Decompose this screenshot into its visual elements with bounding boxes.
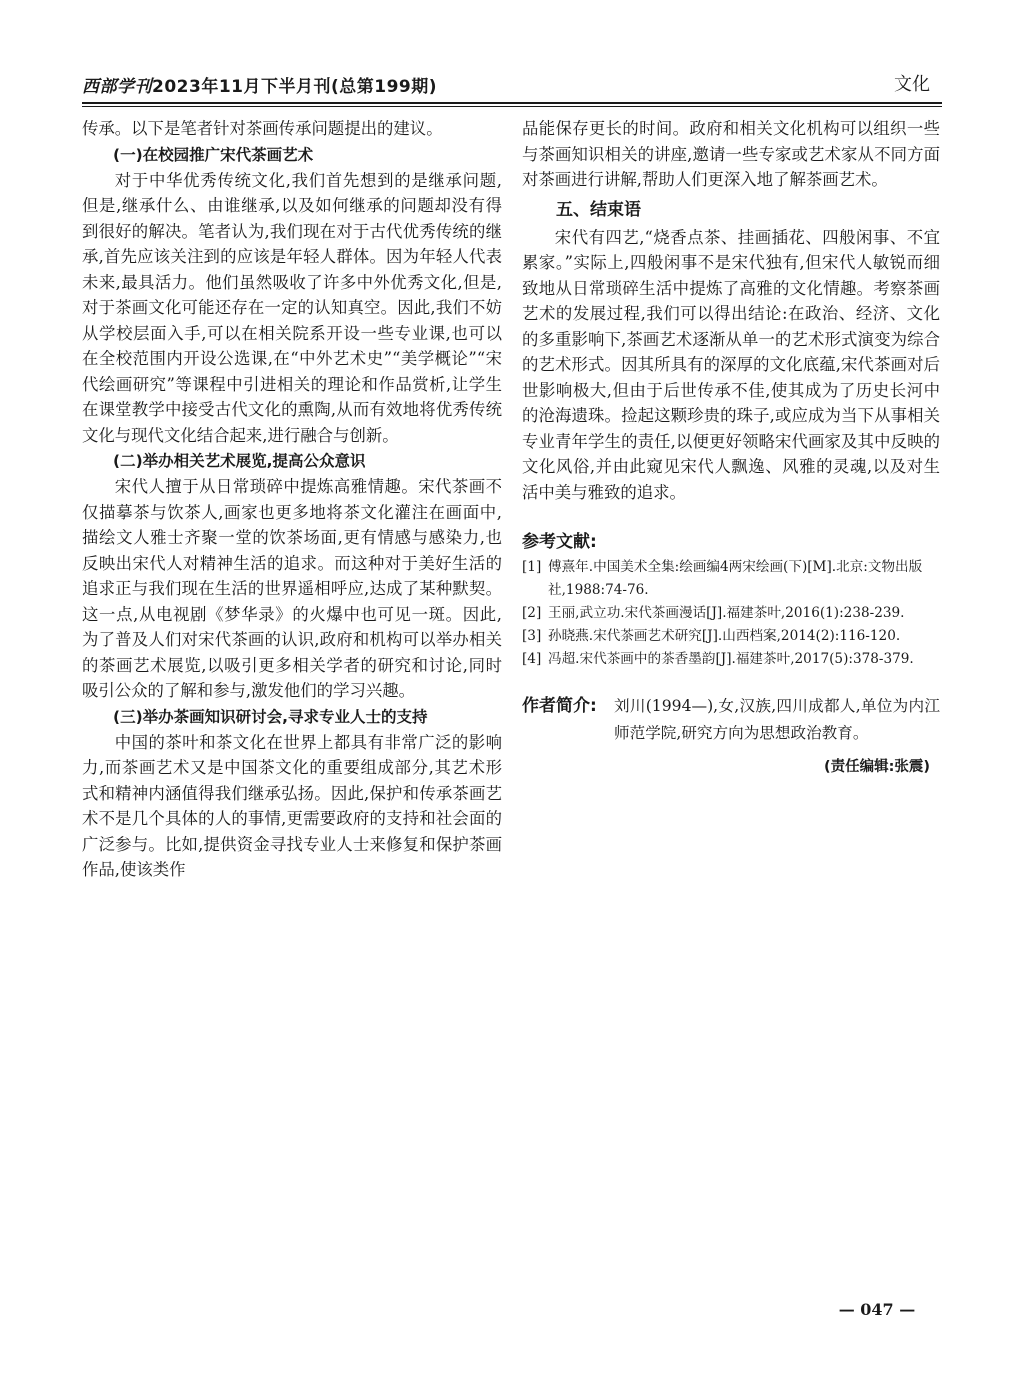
author-label: 作者简介: (522, 696, 597, 716)
author-bio (522, 693, 940, 747)
reference-text: 孙晓燕.宋代茶画艺术研究[J].山西档案,2014(2):116-120. (548, 628, 901, 644)
reference-number: [4] (522, 651, 542, 667)
left-column (82, 116, 502, 883)
paragraph-conclusion: 宋代有四艺,“烧香点茶、挂画插花、四般闲事、不宜累家。”实际上,四般闲事不是宋代独有,但宋代人敏锐而细致地从日常琐碎生活中提炼了高雅的文化情趣。考察茶画艺术的发展过程,我们可以得出结论:在政治、经济、文化的多重影响下,茶画艺术逐渐从单一的艺术形式演变为综合的艺术形式。因其所具有的深厚的文化底蕴,宋代茶画对后世影响极大,但由于后世传承不佳,使其成为了历史长河中的沧海遗珠。捡起这颗珍贵的珠子,或应成为当下从事相关专业青年学生的责任,以便更好领略宋代画家及其中反映的文化风俗,并由此窥见宋代人飘逸、风雅的灵魂,以及对生活中美与雅致的追求。 (522, 227, 940, 502)
paragraph-campus: 对于中华优秀传统文化,我们首先想到的是继承问题,但是,继承什么、由谁继承,以及如何继承的问题却没有得到很好的解决。笔者认为,我们现在对于古代优秀传统的继承,首先应该关注到的应该是年轻人群体。因为年轻人代表未来,最具活力。他们虽然吸收了许多中外优秀文化,但是,对于茶画文化可能还存在一定的认知真空。因此,我们不妨从学校层面入手,可以在相关院系开设一些专业课,也可以在全校范围内开设公选课,在“中外艺术史”“美学概论”“宋代绘画研究”等课程中引进相关的理论和作品赏析,让学生在课堂教学中接受古代文化的熏陶,从而有效地将优秀传统文化与现代文化结合起来,进行融合与创新。 (82, 170, 502, 445)
reference-item (522, 602, 940, 625)
reference-number: [3] (522, 628, 542, 644)
paragraph-continued: 品能保存更长的时间。政府和相关文化机构可以组织一些与茶画知识相关的讲座,邀请一些专家或艺术家从不同方面对茶画进行讲解,帮助人们更深入地了解茶画艺术。 (522, 119, 940, 189)
header-rule-thick (82, 102, 942, 104)
reference-item (522, 625, 940, 648)
section-name: 文化 (894, 74, 930, 95)
reference-text: 王丽,武立功.宋代茶画漫话[J].福建茶叶,2016(1):238-239. (548, 605, 905, 621)
reference-item (522, 648, 940, 671)
heading-campus: (一)在校园推广宋代茶画艺术 (113, 145, 314, 164)
reference-number: [2] (522, 605, 542, 621)
paragraph-intro: 传承。以下是笔者针对茶画传承问题提出的建议。 (82, 119, 443, 138)
journal-brand: 西部学刊 (82, 77, 152, 97)
paragraph-exhibition: 宋代人擅于从日常琐碎中提炼高雅情趣。宋代茶画不仅描摹茶与饮茶人,画家也更多地将茶文化灌注在画面中,描绘文人雅士齐聚一堂的饮茶场面,更有情感与感染力,也反映出宋代人对精神生活的追求。而这种对于美好生活的追求正与我们现在生活的世界遥相呼应,达成了某种默契。这一点,从电视剧《梦华录》的火爆中也可见一斑。因此,为了普及人们对宋代茶画的认识,政府和机构可以举办相关的茶画艺术展览,以吸引更多相关学者的研究和讨论,同时吸引公众的了解和参与,激发他们的学习兴趣。 (82, 477, 502, 700)
journal-title (82, 72, 437, 97)
reference-item (522, 556, 940, 602)
author-text: 刘川(1994—),女,汉族,四川成都人,单位为内江师范学院,研究方向为思想政治教育。 (614, 697, 940, 742)
paragraph-seminar: 中国的茶叶和茶文化在世界上都具有非常广泛的影响力,而茶画艺术又是中国茶文化的重要组成部分,其艺术形式和精神内涵值得我们继承弘扬。因此,保护和传承茶画艺术不是几个具体的人的事情,更需要政府的支持和社会面的广泛参与。比如,提供资金寻找专业人士来修复和保护茶画作品,使该类作 (82, 732, 502, 879)
page-header (82, 70, 942, 102)
references-title: 参考文献: (522, 532, 597, 552)
header-rule-thin (82, 106, 942, 107)
editor-credit: (责任编辑:张震) (823, 759, 930, 775)
reference-text: 傅熹年.中国美术全集:绘画编4两宋绘画(下)[M].北京:文物出版社,1988:74-76. (548, 559, 923, 598)
right-column (522, 116, 940, 776)
heading-exhibition: (二)举办相关艺术展览,提高公众意识 (113, 452, 366, 470)
reference-number: [1] (522, 559, 542, 575)
journal-issue: 2023年11月下半月刊(总第199期) (152, 77, 437, 97)
heading-seminar: (三)举办茶画知识研讨会,寻求专业人士的支持 (113, 707, 428, 726)
page-number: — 047 — (838, 1300, 916, 1319)
reference-text: 冯超.宋代茶画中的茶香墨韵[J].福建茶叶,2017(5):378-379. (548, 651, 914, 667)
heading-conclusion: 五、结束语 (556, 199, 641, 220)
